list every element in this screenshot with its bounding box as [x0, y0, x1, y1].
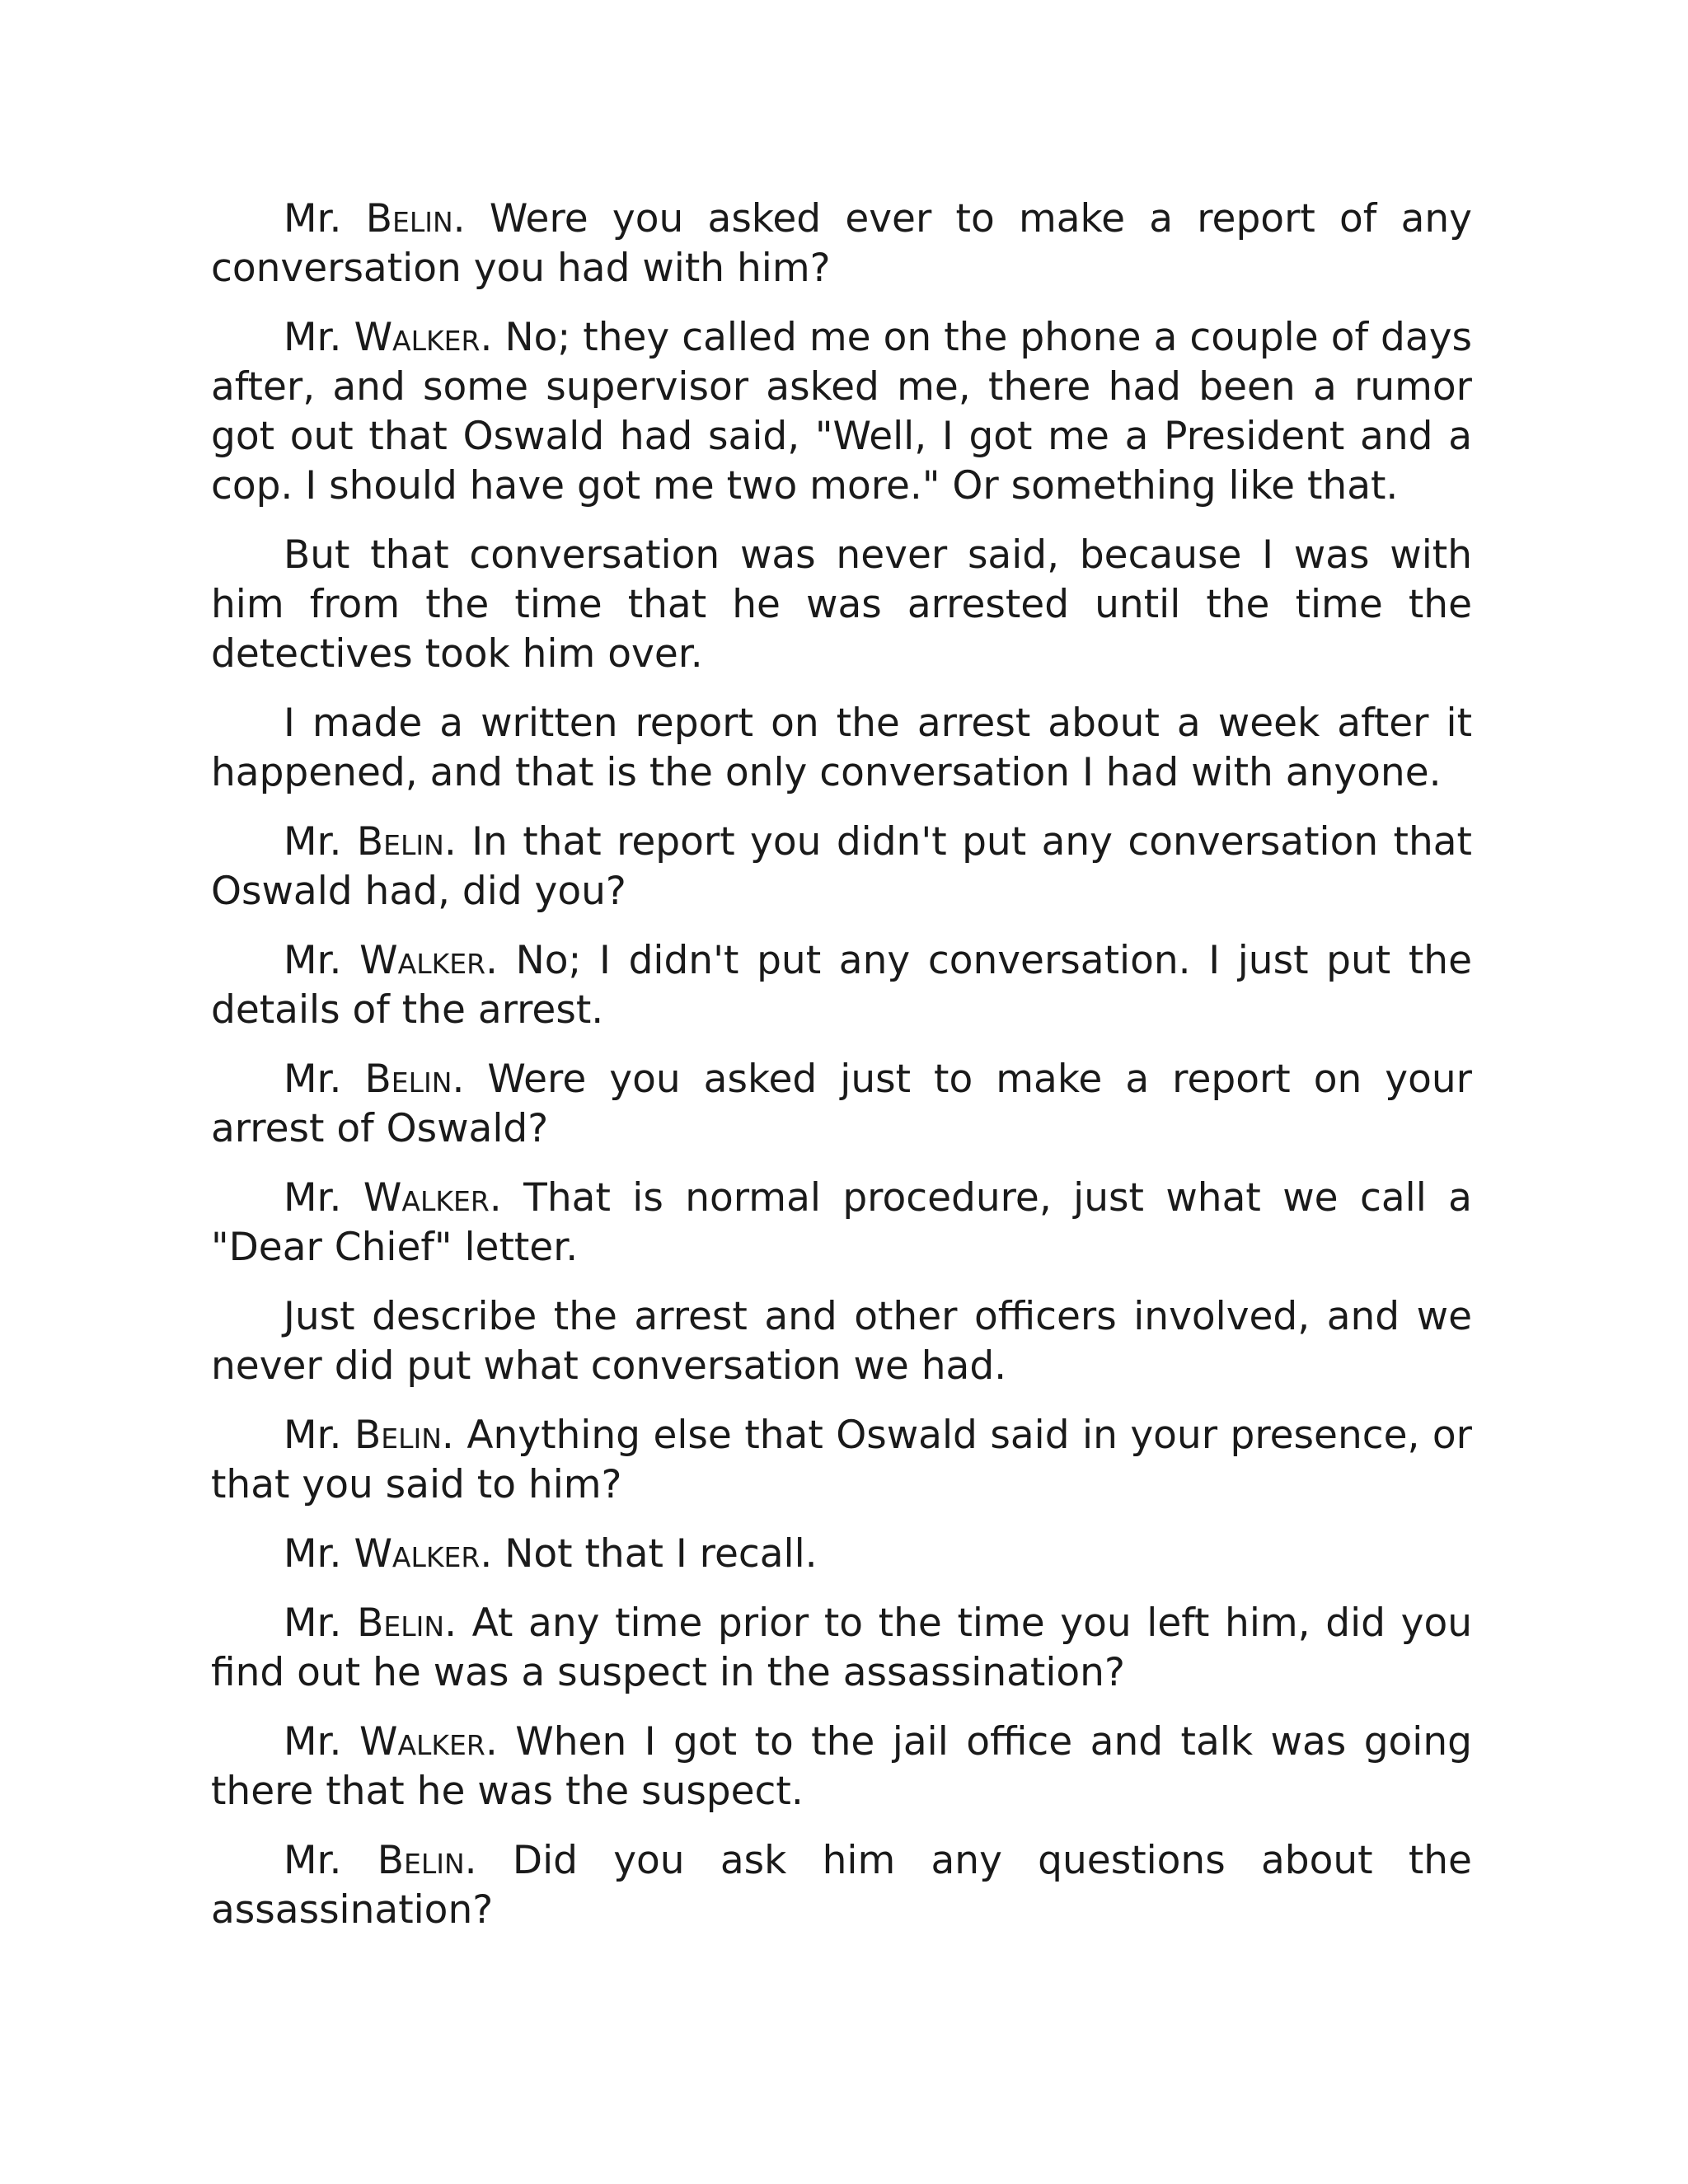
- speaker-name: Belin: [365, 196, 453, 241]
- paragraph-text: Not that I recall.: [504, 1531, 818, 1577]
- testimony-paragraph: [211, 699, 1472, 798]
- speaker-title: Mr.: [284, 196, 342, 241]
- testimony-paragraph: Mr. Belin. Anything else that Oswald said in your presence, or that you said to him?: [211, 1413, 1472, 1507]
- speaker-title: Mr.: [284, 1531, 342, 1577]
- paragraph-text: No; I didn't put any conversation. I just put the details of the arrest.: [211, 938, 1472, 1033]
- testimony-paragraph: Mr. Belin. Did you ask him any questions about the assassination?: [211, 1838, 1472, 1933]
- speaker-name: Belin: [357, 1601, 445, 1646]
- testimony-paragraph: Mr. Belin. Were you asked just to make a report on your arrest of Oswald?: [211, 1057, 1472, 1151]
- speaker-title: Mr.: [284, 938, 342, 983]
- paragraph-text: That is normal procedure, just what we call a "Dear Chief" letter.: [211, 1175, 1472, 1270]
- speaker-name: Walker: [354, 1531, 481, 1577]
- paragraph-text: At any time prior to the time you left him, did you find out he was a suspect in the assassination?: [211, 1601, 1472, 1695]
- testimony-paragraph: Mr. Walker. When I got to the jail office and talk was going there that he was the suspect.: [211, 1719, 1472, 1814]
- speaker-title: Mr.: [284, 819, 342, 865]
- testimony-paragraph: [211, 531, 1472, 679]
- speaker-name: Belin: [364, 1057, 452, 1102]
- testimony-paragraph: Mr. Belin. In that report you didn't put any conversation that Oswald had, did you?: [211, 819, 1472, 914]
- speaker-title: Mr.: [284, 1057, 342, 1102]
- testimony-paragraph: Mr. Walker. Not that I recall.: [284, 1531, 818, 1577]
- speaker-name: Belin: [356, 819, 444, 865]
- speaker-name: Belin: [377, 1838, 465, 1883]
- speaker-name: Walker: [359, 1719, 485, 1765]
- testimony-paragraph: Mr. Walker. No; they called me on the phone a couple of days after, and some supervisor asked me, there had been a rumor got out that Oswald had said, "Well, I got me a President and a cop. I should have got me two more." Or something like that.: [211, 315, 1472, 509]
- paragraph-text: But that conversation was never said, because I was with him from the time that he was arrested until the time the detectives took him over.: [211, 532, 1472, 677]
- testimony-paragraph: Mr. Belin. At any time prior to the time you left him, did you find out he was a suspect in the assassination?: [211, 1601, 1472, 1695]
- paragraph-text: Were you asked ever to make a report of any conversation you had with him?: [211, 196, 1472, 291]
- speaker-title: Mr.: [284, 315, 342, 360]
- testimony-paragraph: Mr. Walker. That is normal procedure, just what we call a "Dear Chief" letter.: [211, 1175, 1472, 1270]
- speaker-title: Mr.: [284, 1413, 342, 1458]
- speaker-name: Belin: [354, 1413, 442, 1458]
- transcript-page: [211, 194, 1472, 1955]
- speaker-title: Mr.: [284, 1601, 342, 1646]
- speaker-name: Walker: [363, 1175, 490, 1221]
- testimony-paragraph: [211, 1292, 1472, 1391]
- paragraph-text: When I got to the jail office and talk was going there that he was the suspect.: [211, 1719, 1472, 1814]
- paragraph-text: Just describe the arrest and other officers involved, and we never did put what conversation we had.: [211, 1294, 1472, 1389]
- speaker-title: Mr.: [284, 1175, 342, 1221]
- speaker-title: Mr.: [284, 1838, 342, 1883]
- paragraph-text: In that report you didn't put any conversation that Oswald had, did you?: [211, 819, 1472, 914]
- speaker-title: Mr.: [284, 1719, 342, 1765]
- speaker-name: Walker: [359, 938, 486, 983]
- paragraph-text: I made a written report on the arrest about a week after it happened, and that is the only conversation I had with anyone.: [211, 701, 1472, 795]
- speaker-name: Walker: [354, 315, 481, 360]
- paragraph-text: Did you ask him any questions about the assassination?: [211, 1838, 1472, 1933]
- paragraph-text: Were you asked just to make a report on your arrest of Oswald?: [211, 1057, 1472, 1151]
- paragraph-text: No; they called me on the phone a couple of days after, and some supervisor asked me, there had been a rumor got out that Oswald had said, "Well, I got me a President and a cop. I should have got me two more." Or something like that.: [211, 315, 1472, 509]
- testimony-paragraph: Mr. Belin. Were you asked ever to make a report of any conversation you had with him?: [211, 196, 1472, 291]
- testimony-paragraph: Mr. Walker. No; I didn't put any conversation. I just put the details of the arrest.: [211, 938, 1472, 1033]
- paragraph-text: Anything else that Oswald said in your presence, or that you said to him?: [211, 1413, 1472, 1507]
